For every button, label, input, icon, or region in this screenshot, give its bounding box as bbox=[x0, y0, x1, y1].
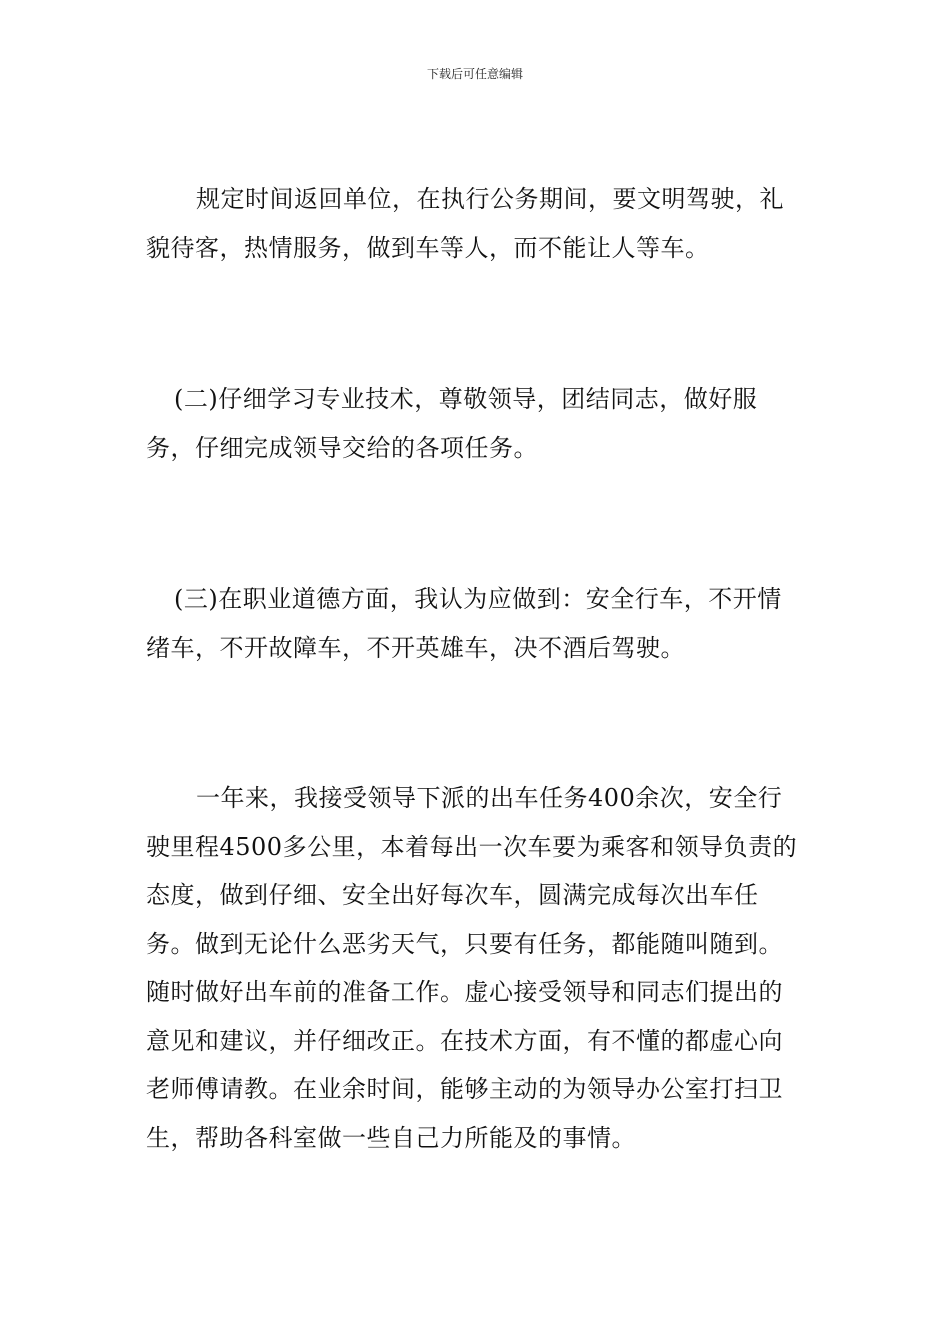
paragraph-conduct: 规定时间返回单位，在执行公务期间，要文明驾驶，礼貌待客，热情服务，做到车等人，而不能让人等车。 bbox=[146, 185, 784, 262]
paragraph-item-three: (三)在职业道德方面，我认为应做到：安全行车，不开情绪车，不开故障车，不开英雄车，决不酒后驾驶。 bbox=[146, 585, 782, 662]
page-header: 下载后可任意编辑 bbox=[426, 67, 523, 81]
paragraph-item-two: (二)仔细学习专业技术，尊敬领导，团结同志，做好服务，仔细完成领导交给的各项任务。 bbox=[146, 385, 758, 462]
paragraph-year-summary: 一年来，我接受领导下派的出车任务400余次，安全行驶里程4500多公里，本着每出一次车要为乘客和领导负责的态度，做到仔细、安全出好每次车，圆满完成每次出车任务。做到无论什么恶劣天气，只要有任务，都能随叫随到。随时做好出车前的准备工作。虚心接受领导和同志们提出的意见和建议，并仔细改正。在技术方面，有不懂的都虚心向老师傅请教。在业余时间，能够主动的为领导办公室打扫卫生，帮助各科室做一些自己力所能及的事情。 bbox=[146, 784, 798, 1152]
